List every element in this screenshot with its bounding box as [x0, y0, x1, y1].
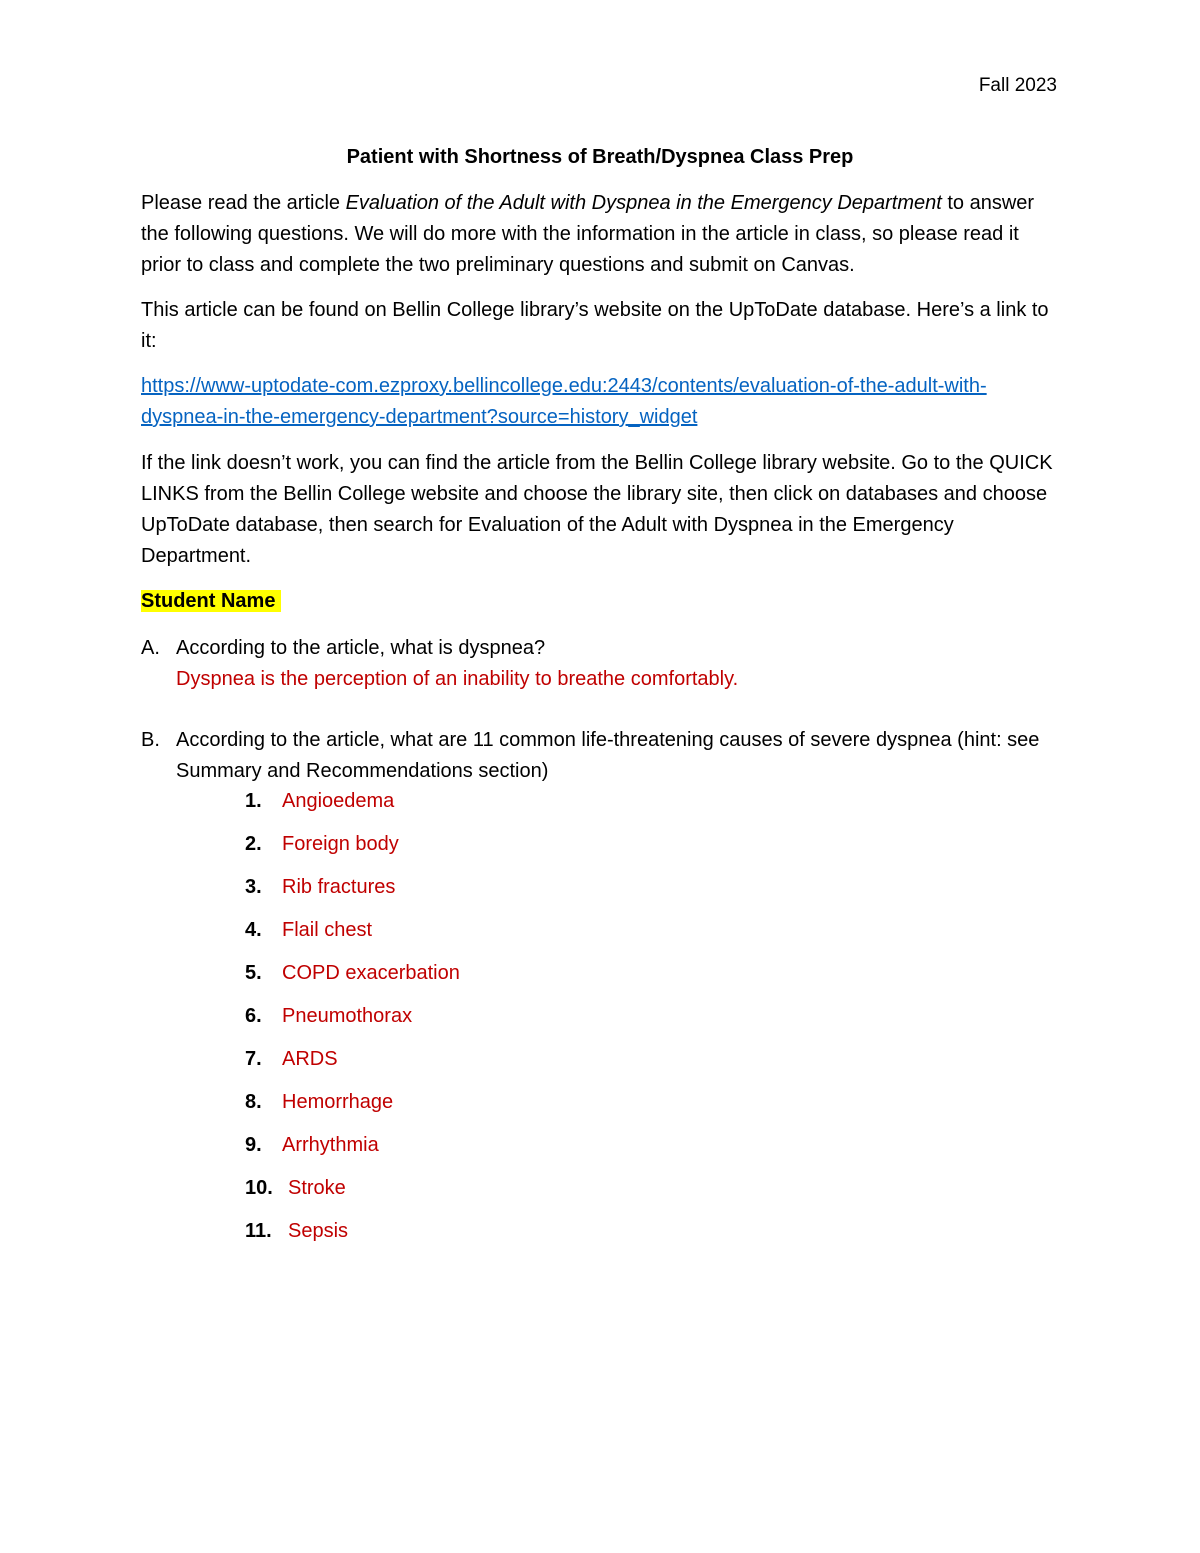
list-item	[245, 915, 460, 958]
list-item-text: Arrhythmia	[282, 1134, 379, 1156]
list-item-text: Angioedema	[282, 790, 395, 812]
article-link-paragraph	[141, 371, 1061, 433]
article-title: Evaluation of the Adult with Dyspnea in the Emergency Department	[345, 192, 942, 214]
document-title: Patient with Shortness of Breath/Dyspnea Class Prep	[346, 146, 854, 168]
question-b	[141, 725, 1061, 787]
list-item	[245, 829, 460, 872]
question-a	[141, 633, 1061, 695]
question-a-text: According to the article, what is dyspnea?	[176, 637, 546, 659]
list-item	[245, 1087, 460, 1130]
list-item-number: 6.	[245, 1005, 262, 1027]
list-item-number: 7.	[245, 1048, 262, 1070]
intro-text-end: to answer the following questions. We will do more with the information in the article in class, so please read it prior to class and complete the two preliminary questions and submit on Canvas.	[141, 192, 1035, 276]
question-a-answer: Dyspnea is the perception of an inability to breathe comfortably.	[176, 668, 739, 690]
location-paragraph: This article can be found on Bellin College library’s website on the UpToDate database. Here’s a link to it:	[141, 299, 1049, 352]
list-item	[245, 1044, 460, 1087]
list-item	[245, 786, 460, 829]
list-item-number: 2.	[245, 833, 262, 855]
list-item-number: 10.	[245, 1177, 273, 1199]
list-item-number: 9.	[245, 1134, 262, 1156]
term-label: Fall 2023	[978, 75, 1057, 96]
list-item-number: 8.	[245, 1091, 262, 1113]
student-name-label: Student Name	[141, 590, 281, 612]
list-item-number: 5.	[245, 962, 262, 984]
list-item-text: COPD exacerbation	[282, 962, 460, 984]
list-item-number: 4.	[245, 919, 262, 941]
list-item-text: Sepsis	[288, 1220, 349, 1242]
list-item	[245, 1173, 460, 1216]
list-item	[245, 958, 460, 1001]
causes-list	[245, 786, 460, 1259]
student-name-field	[141, 586, 1061, 617]
list-item-text: Flail chest	[282, 919, 373, 941]
question-b-letter: B.	[141, 729, 160, 751]
list-item-number: 3.	[245, 876, 262, 898]
list-item	[245, 872, 460, 915]
list-item-text: Foreign body	[282, 833, 399, 855]
intro-text-start: Please read the article	[141, 192, 346, 214]
question-b-text: According to the article, what are 11 common life-threatening causes of severe dyspnea (hint: see Summary and Recommendations section)	[176, 729, 1040, 782]
list-item-number: 1.	[245, 790, 262, 812]
list-item-text: Stroke	[288, 1177, 346, 1199]
fallback-paragraph: If the link doesn’t work, you can find the article from the Bellin College library website. Go to the QUICK LINKS from the Bellin College website and choose the library site, then click on databases and choose UpToDate database, then search for Evaluation of the Adult with Dyspnea in the Emergency Department.	[141, 452, 1053, 567]
list-item	[245, 1130, 460, 1173]
list-item-text: Hemorrhage	[282, 1091, 394, 1113]
question-a-letter: A.	[141, 637, 160, 659]
list-item-text: Rib fractures	[282, 876, 396, 898]
list-item-text: Pneumothorax	[282, 1005, 413, 1027]
list-item	[245, 1216, 460, 1259]
article-link[interactable]: https://www-uptodate-com.ezproxy.bellincollege.edu:2443/contents/evaluation-of-the-adult-with-dyspnea-in-the-emergency-department?source=history_widget	[141, 375, 987, 428]
list-item-number: 11.	[245, 1220, 272, 1242]
intro-paragraph	[141, 188, 1061, 281]
list-item	[245, 1001, 460, 1044]
list-item-text: ARDS	[282, 1048, 338, 1070]
